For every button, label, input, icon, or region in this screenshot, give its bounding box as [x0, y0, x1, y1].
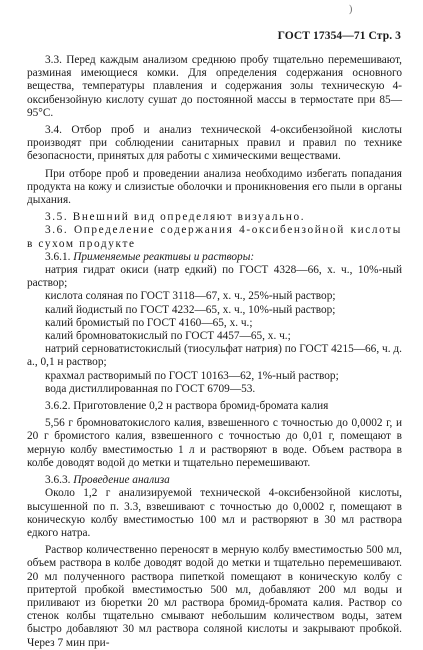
paragraph-procedure: Раствор количественно переносят в мерную колбу вместимостью 500 мл, объем раствора в колбе доводят водой до метки и тщательно перемешивают. 20 мл полученного раствора пипеткой помещают в коническую колбу с притертой пробкой вместимостью 500 мл, добавляют 200 мл воды и приливают из бюретки 20 мл раствора бромид-бромата калия. Раствор со стенок колбы тщательно смывают небольшим количеством воды, затем быстро добавляют 30 мл раствора соляной кислоты и закрывают пробкой. Через 7 мин при-	[27, 544, 402, 649]
page-mark: )	[349, 4, 353, 15]
paragraph-3-6-heading: 3.6. Определение содержания 4-оксибензойной кислоты в сухом продукте	[27, 224, 402, 250]
paragraph-solution-prep: 5,56 г бромноватокислого калия, взвешенного с точностью до 0,0002 г, и 20 г бромистого калия, взвешенного с точностью до 0,01 г, помещают в мерную колбу вместимостью 1 л и растворяют в воде. Объем раствора в колбе доводят водой до метки и тщательно перемешивают.	[27, 417, 402, 469]
paragraph-3-6-1	[27, 251, 402, 264]
reagent-item: калий бромистый по ГОСТ 4160—65, х. ч.;	[45, 316, 253, 329]
paragraph-3-4: 3.4. Отбор проб и анализ технической 4-оксибензойной кислоты производят при соблюдении санитарных правил и правил по технике безопасности, принятых для работы с химическими веществами.	[27, 124, 402, 163]
paragraph-3-3: 3.3. Перед каждым анализом среднюю пробу тщательно перемешивают, разминая имеющиеся комки. Для определения содержания основного вещества, температуры плавления и содержания золы техническую 4-оксибензойную кислоту сушат до постоянной массы в термостате при 85—95°С.	[27, 54, 402, 119]
document-body	[27, 54, 402, 650]
paragraph-3-5: 3.5. Внешний вид определяют визуально.	[45, 211, 306, 224]
paragraph-sample: Около 1,2 г анализируемой технической 4-оксибензойной кислоты, высушенной по п. 3.3, взвешивают с точностью до 0,0002 г, помещают в коническую колбу вместимостью 100 мл и растворяют в 30 мл раствора едкого натра.	[27, 487, 402, 539]
reagent-item: натрий серноватистокислый (тиосульфат натрия) по ГОСТ 4215—66, ч. д. а., 0,1 н раствор;	[27, 343, 402, 369]
section-title: Проведение анализа	[73, 474, 170, 487]
section-number: 3.6.3.	[45, 474, 74, 487]
paragraph-3-6-2: 3.6.2. Приготовление 0,2 н раствора бромид-бромата калия	[45, 400, 329, 413]
reagent-item: кислота соляная по ГОСТ 3118—67, х. ч., 25%-ный раствор;	[45, 290, 336, 303]
reagent-item: натрия гидрат окиси (натр едкий) по ГОСТ 4328—66, х. ч., 10%-ный раствор;	[27, 264, 402, 290]
reagent-item: калий йодистый по ГОСТ 4232—65, х. ч., 10%-ный раствор;	[45, 303, 336, 316]
reagent-item: калий бромноватокислый по ГОСТ 4457—65, х. ч.;	[45, 330, 291, 343]
reagent-item: крахмал растворимый по ГОСТ 10163—62, 1%-ный раствор;	[45, 369, 339, 382]
section-title: Применяемые реактивы и растворы:	[73, 250, 255, 263]
paragraph-3-6-3	[27, 474, 402, 487]
page-header: ГОСТ 17354—71 Стр. 3	[277, 30, 401, 42]
paragraph-safety: При отборе проб и проведении анализа необходимо избегать попадания продукта на кожу и слизистые оболочки и проникновения его пыли в органы дыхания.	[27, 167, 402, 207]
section-number: 3.6.1.	[45, 250, 74, 263]
reagent-item: вода дистиллированная по ГОСТ 6709—53.	[45, 382, 256, 395]
